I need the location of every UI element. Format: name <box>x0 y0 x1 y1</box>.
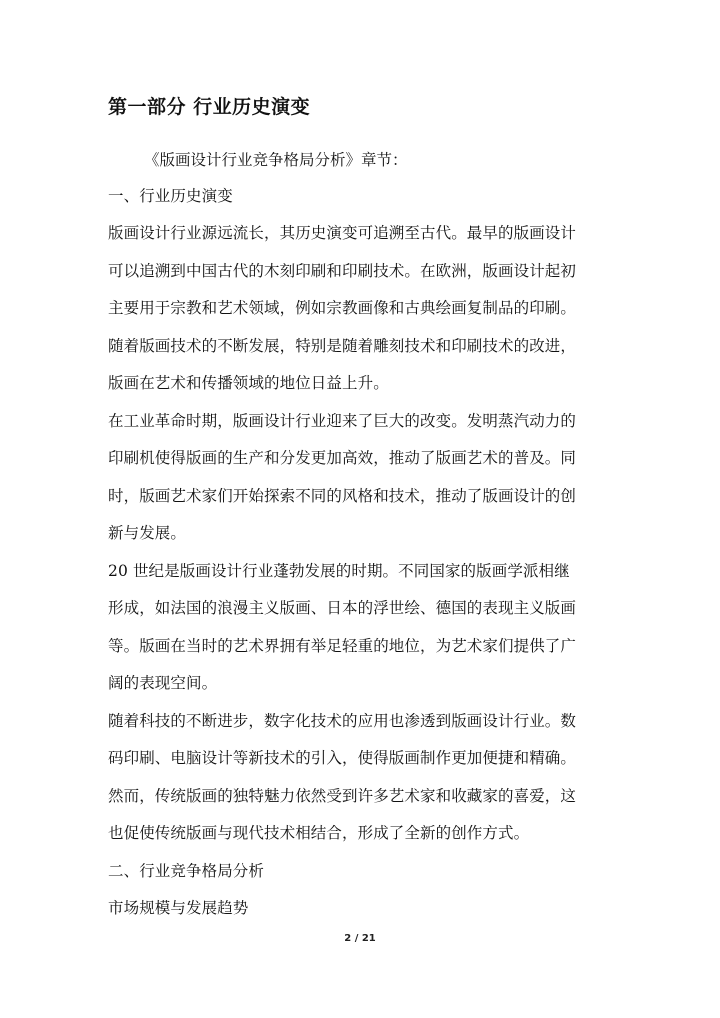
subheading-competition: 二、行业竞争格局分析 <box>108 862 265 880</box>
body-line: 版画在艺术和传播领域的地位日益上升。 <box>108 374 389 392</box>
body-line: 阔的表现空间。 <box>108 674 218 692</box>
body-line: 时，版画艺术家们开始探索不同的风格和技术，推动了版画设计的创 <box>108 487 577 505</box>
subheading-market: 市场规模与发展趋势 <box>108 899 249 917</box>
page-number: 2 / 21 <box>344 933 376 944</box>
body-line: 印刷机使得版画的生产和分发更加高效，推动了版画艺术的普及。同 <box>108 449 577 467</box>
body-line: 随着科技的不断进步，数字化技术的应用也渗透到版画设计行业。数 <box>108 712 577 730</box>
body-line: 新与发展。 <box>108 524 187 542</box>
body-line: 随着版画技术的不断发展，特别是随着雕刻技术和印刷技术的改进， <box>108 337 577 355</box>
body-line: 在工业革命时期，版画设计行业迎来了巨大的改变。发明蒸汽动力的 <box>108 412 577 430</box>
body-line: 20 世纪是版画设计行业蓬勃发展的时期。不同国家的版画学派相继 <box>108 562 570 580</box>
subheading-history: 一、行业历史演变 <box>108 187 233 205</box>
body-line: 然而，传统版画的独特魅力依然受到许多艺术家和收藏家的喜爱，这 <box>108 787 577 805</box>
body-line: 码印刷、电脑设计等新技术的引入，使得版画制作更加便捷和精确。 <box>108 749 577 767</box>
body-line: 等。版画在当时的艺术界拥有举足轻重的地位，为艺术家们提供了广 <box>108 637 577 655</box>
section-heading: 第一部分 行业历史演变 <box>108 96 311 118</box>
chapter-intro: 《版画设计行业竞争格局分析》章节： <box>144 151 408 169</box>
body-line: 也促使传统版画与现代技术相结合，形成了全新的创作方式。 <box>108 824 530 842</box>
body-line: 可以追溯到中国古代的木刻印刷和印刷技术。在欧洲，版画设计起初 <box>108 262 577 280</box>
body-line: 主要用于宗教和艺术领域，例如宗教画像和古典绘画复制品的印刷。 <box>108 299 577 317</box>
body-line: 形成，如法国的浪漫主义版画、日本的浮世绘、德国的表现主义版画 <box>108 599 577 617</box>
body-line: 版画设计行业源远流长，其历史演变可追溯至古代。最早的版画设计 <box>108 224 577 242</box>
